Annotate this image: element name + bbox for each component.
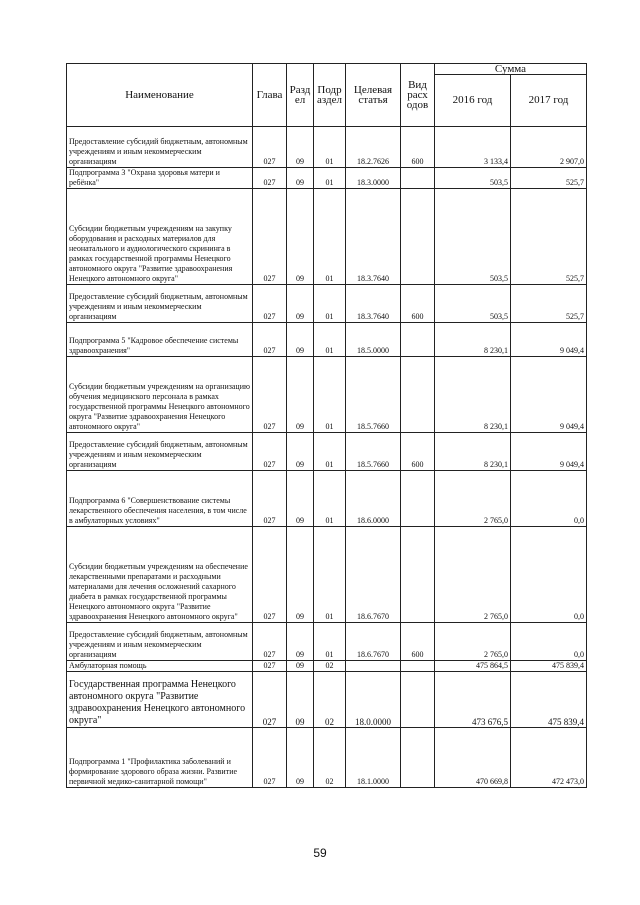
row-amount-2017: 2 907,0 xyxy=(511,127,587,168)
row-amount-2017: 9 049,4 xyxy=(511,357,587,433)
row-amount-2017: 0,0 xyxy=(511,527,587,623)
row-razdel: 09 xyxy=(287,728,314,788)
row-expense-type: 600 xyxy=(401,623,435,661)
table-row xyxy=(67,661,587,672)
row-amount-2017: 9 049,4 xyxy=(511,433,587,471)
row-amount-2016: 473 676,5 xyxy=(435,672,511,728)
row-amount-2016: 503,5 xyxy=(435,168,511,189)
row-podrazdel: 01 xyxy=(314,127,346,168)
row-glava: 027 xyxy=(253,127,287,168)
table-row xyxy=(67,189,587,285)
row-amount-2017: 472 473,0 xyxy=(511,728,587,788)
row-name: Субсидии бюджетным учреждениям на закупку оборудования и расходных материалов для неонатального и аудиологического скрининга в рамках государственной программы Ненецкого автономного округа "Развитие здравоохранения Ненецкого автономного округа" xyxy=(67,189,253,285)
header-article: Целевая статья xyxy=(346,64,401,127)
row-podrazdel: 01 xyxy=(314,168,346,189)
row-amount-2016: 2 765,0 xyxy=(435,471,511,527)
header-year-2017: 2017 год xyxy=(511,75,587,127)
header-razdel: Разд ел xyxy=(287,64,314,127)
row-expense-type xyxy=(401,728,435,788)
row-podrazdel: 01 xyxy=(314,471,346,527)
row-glava: 027 xyxy=(253,189,287,285)
table-row xyxy=(67,168,587,189)
table-row xyxy=(67,672,587,728)
row-amount-2016: 470 669,8 xyxy=(435,728,511,788)
row-expense-type xyxy=(401,323,435,357)
row-expense-type xyxy=(401,189,435,285)
row-article: 18.3.0000 xyxy=(346,168,401,189)
table-row xyxy=(67,127,587,168)
row-glava: 027 xyxy=(253,168,287,189)
row-name: Предоставление субсидий бюджетным, автономным учреждениям и иным некоммерческим организациям xyxy=(67,623,253,661)
header-expense-type: Вид расх одов xyxy=(401,64,435,127)
row-glava: 027 xyxy=(253,661,287,672)
row-razdel: 09 xyxy=(287,357,314,433)
row-article: 18.1.0000 xyxy=(346,728,401,788)
header-name: Наименование xyxy=(67,64,253,127)
row-article: 18.6.0000 xyxy=(346,471,401,527)
row-glava: 027 xyxy=(253,672,287,728)
row-article: 18.3.7640 xyxy=(346,285,401,323)
row-name: Предоставление субсидий бюджетным, автономным учреждениям и иным некоммерческим организациям xyxy=(67,127,253,168)
row-razdel: 09 xyxy=(287,168,314,189)
row-glava: 027 xyxy=(253,728,287,788)
row-podrazdel: 01 xyxy=(314,357,346,433)
row-expense-type xyxy=(401,357,435,433)
row-article: 18.6.7670 xyxy=(346,527,401,623)
row-name: Субсидии бюджетным учреждениям на обеспечение лекарственными препаратами и расходными материалами для лечения осложнений сахарного диабета в рамках государственной программы Ненецкого автономного округа "Развитие здравоохранения Ненецкого автономного округа" xyxy=(67,527,253,623)
row-amount-2016: 503,5 xyxy=(435,189,511,285)
table-row xyxy=(67,357,587,433)
row-article: 18.3.7640 xyxy=(346,189,401,285)
row-amount-2016: 8 230,1 xyxy=(435,433,511,471)
row-glava: 027 xyxy=(253,527,287,623)
row-amount-2017: 9 049,4 xyxy=(511,323,587,357)
row-glava: 027 xyxy=(253,471,287,527)
row-expense-type: 600 xyxy=(401,127,435,168)
header-glava: Глава xyxy=(253,64,287,127)
row-amount-2017: 475 839,4 xyxy=(511,672,587,728)
table-body xyxy=(67,127,587,788)
row-amount-2017: 525,7 xyxy=(511,189,587,285)
row-expense-type xyxy=(401,672,435,728)
header-podrazdel: Подр аздел xyxy=(314,64,346,127)
row-razdel: 09 xyxy=(287,471,314,527)
row-razdel: 09 xyxy=(287,285,314,323)
row-article: 18.0.0000 xyxy=(346,672,401,728)
table-row xyxy=(67,623,587,661)
row-glava: 027 xyxy=(253,285,287,323)
row-article: 18.5.7660 xyxy=(346,433,401,471)
row-podrazdel: 01 xyxy=(314,623,346,661)
header-sum: Сумма xyxy=(435,64,587,75)
row-expense-type: 600 xyxy=(401,285,435,323)
row-name: Подпрограмма 6 "Совершенствование системы лекарственного обеспечения населения, в том числе в амбулаторных условиях" xyxy=(67,471,253,527)
row-podrazdel: 01 xyxy=(314,285,346,323)
row-amount-2017: 0,0 xyxy=(511,471,587,527)
row-glava: 027 xyxy=(253,433,287,471)
row-razdel: 09 xyxy=(287,672,314,728)
row-amount-2017: 525,7 xyxy=(511,285,587,323)
header-year-2016: 2016 год xyxy=(435,75,511,127)
row-podrazdel: 02 xyxy=(314,728,346,788)
row-amount-2016: 475 864,5 xyxy=(435,661,511,672)
row-amount-2016: 8 230,1 xyxy=(435,323,511,357)
row-expense-type: 600 xyxy=(401,433,435,471)
row-name: Подпрограмма 3 "Охрана здоровья матери и ребёнка" xyxy=(67,168,253,189)
row-amount-2016: 503,5 xyxy=(435,285,511,323)
row-article: 18.2.7626 xyxy=(346,127,401,168)
table-row xyxy=(67,471,587,527)
row-glava: 027 xyxy=(253,623,287,661)
row-razdel: 09 xyxy=(287,189,314,285)
table-row xyxy=(67,728,587,788)
row-name: Государственная программа Ненецкого автономного округа "Развитие здравоохранения Ненецкого автономного округа" xyxy=(67,672,253,728)
table-row xyxy=(67,285,587,323)
page-number: 59 xyxy=(313,846,327,860)
row-podrazdel: 01 xyxy=(314,527,346,623)
row-amount-2017: 525,7 xyxy=(511,168,587,189)
row-amount-2016: 8 230,1 xyxy=(435,357,511,433)
table-row xyxy=(67,433,587,471)
row-expense-type xyxy=(401,661,435,672)
row-podrazdel: 01 xyxy=(314,433,346,471)
row-amount-2016: 2 765,0 xyxy=(435,623,511,661)
row-glava: 027 xyxy=(253,357,287,433)
row-razdel: 09 xyxy=(287,623,314,661)
row-amount-2016: 2 765,0 xyxy=(435,527,511,623)
row-name: Амбулаторная помощь xyxy=(67,661,253,672)
row-podrazdel: 02 xyxy=(314,661,346,672)
row-razdel: 09 xyxy=(287,323,314,357)
row-expense-type xyxy=(401,527,435,623)
row-article: 18.6.7670 xyxy=(346,623,401,661)
table-row xyxy=(67,323,587,357)
row-name: Подпрограмма 5 "Кадровое обеспечение системы здравоохранения" xyxy=(67,323,253,357)
row-name: Предоставление субсидий бюджетным, автономным учреждениям и иным некоммерческим организациям xyxy=(67,285,253,323)
row-article: 18.5.0000 xyxy=(346,323,401,357)
row-expense-type xyxy=(401,471,435,527)
row-razdel: 09 xyxy=(287,127,314,168)
row-razdel: 09 xyxy=(287,433,314,471)
row-podrazdel: 02 xyxy=(314,672,346,728)
row-razdel: 09 xyxy=(287,527,314,623)
row-name: Предоставление субсидий бюджетным, автономным учреждениям и иным некоммерческим организациям xyxy=(67,433,253,471)
row-podrazdel: 01 xyxy=(314,323,346,357)
row-amount-2017: 0,0 xyxy=(511,623,587,661)
table-row xyxy=(67,527,587,623)
row-razdel: 09 xyxy=(287,661,314,672)
budget-table xyxy=(66,63,587,788)
row-article xyxy=(346,661,401,672)
row-amount-2017: 475 839,4 xyxy=(511,661,587,672)
row-name: Субсидии бюджетным учреждениям на организацию обучения медицинского персонала в рамках государственной программы Ненецкого автономного округа "Развитие здравоохранения Ненецкого автономного округа" xyxy=(67,357,253,433)
row-amount-2016: 3 133,4 xyxy=(435,127,511,168)
row-article: 18.5.7660 xyxy=(346,357,401,433)
row-expense-type xyxy=(401,168,435,189)
row-glava: 027 xyxy=(253,323,287,357)
row-name: Подпрограмма 1 "Профилактика заболеваний и формирование здорового образа жизни. Развитие первичной медико-санитарной помощи" xyxy=(67,728,253,788)
row-podrazdel: 01 xyxy=(314,189,346,285)
